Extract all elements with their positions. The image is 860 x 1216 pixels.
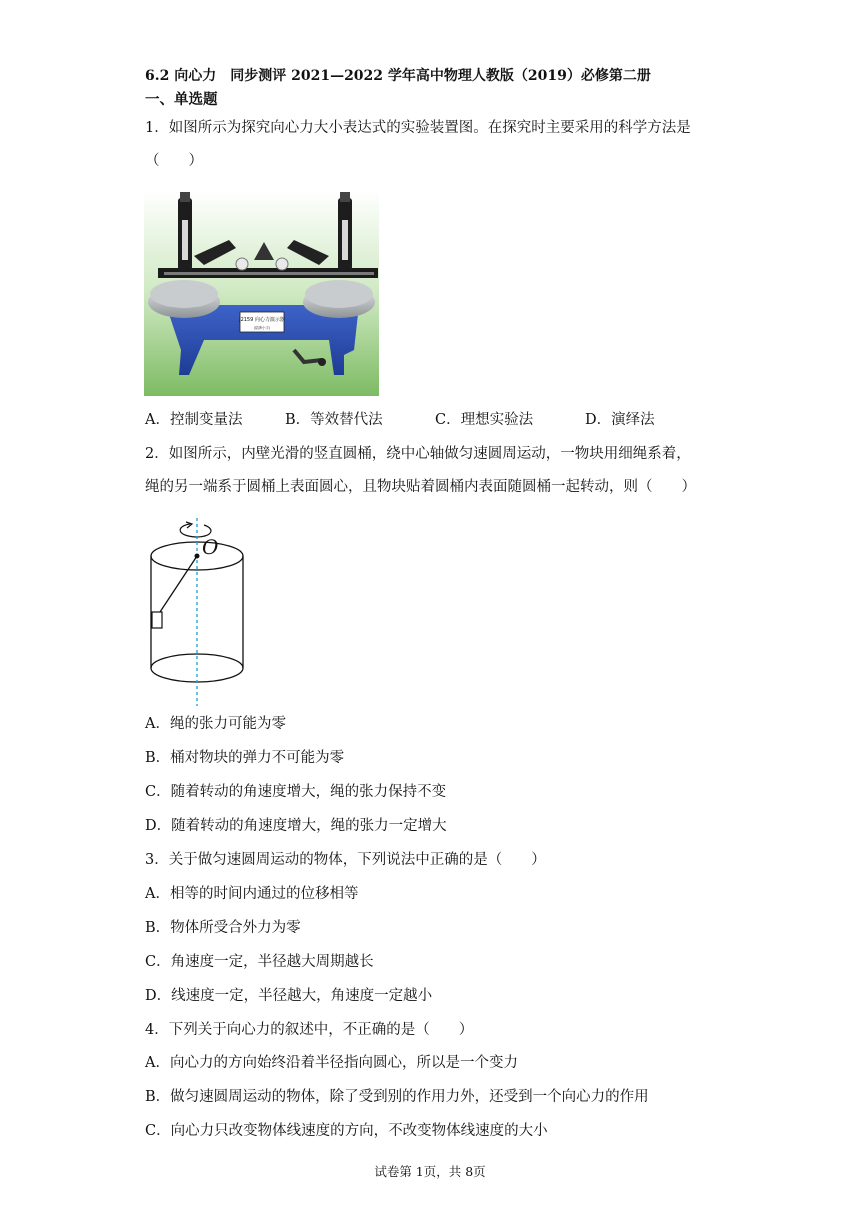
question-1-option-c: C．理想实验法	[435, 412, 534, 428]
question-3-option-a: A．相等的时间内通过的位移相等	[145, 886, 359, 902]
apparatus-label-text: J2159 向心力演示器	[239, 317, 285, 323]
question-4-option-b: B．做匀速圆周运动的物体，除了受到别的作用力外，还受到一个向心力的作用	[145, 1089, 649, 1105]
question-4-option-c: C．向心力只改变物体线速度的方向，不改变物体线速度的大小	[145, 1123, 548, 1139]
question-2-option-a: A．绳的张力可能为零	[145, 716, 286, 732]
question-1-option-b: B．等效替代法	[285, 412, 383, 428]
apparatus-label-subtext: (铭牌小字)	[253, 326, 271, 330]
question-4-stem: 4．下列关于向心力的叙述中，不正确的是（ ）	[145, 1022, 474, 1038]
pivot-label-o: O	[202, 535, 219, 559]
section-heading: 一、单选题	[145, 91, 218, 108]
question-2-option-b: B．桶对物块的弹力不可能为零	[145, 750, 345, 766]
question-1-option-a: A．控制变量法	[145, 412, 243, 428]
question-3-option-d: D．线速度一定，半径越大，角速度一定越小	[145, 988, 433, 1004]
question-1-stem-line2: （ ）	[145, 153, 203, 169]
question-3-option-c: C．角速度一定，半径越大周期越长	[145, 954, 374, 970]
question-1-option-d: D．演绎法	[585, 412, 655, 428]
question-3-stem: 3．关于做匀速圆周运动的物体，下列说法中正确的是（ ）	[145, 852, 546, 868]
document-title: 6.2 向心力 同步测评 2021—2022 学年高中物理人教版（2019）必修第二册	[145, 68, 651, 84]
question-1-options	[145, 410, 655, 430]
rotating-cylinder-diagram	[146, 516, 248, 706]
question-3-option-b: B．物体所受合外力为零	[145, 920, 301, 936]
question-2-option-d: D．随着转动的角速度增大，绳的张力一定增大	[145, 818, 447, 834]
question-2-stem-line2: 绳的另一端系于圆桶上表面圆心，且物块贴着圆桶内表面随圆桶一起转动，则（ ）	[145, 479, 696, 495]
question-4-option-a: A．向心力的方向始终沿着半径指向圆心，所以是一个变力	[145, 1055, 518, 1071]
centripetal-force-apparatus-photo	[144, 190, 379, 396]
question-2-option-c: C．随着转动的角速度增大，绳的张力保持不变	[145, 784, 447, 800]
page-footer: 试卷第 1页，共 8页	[374, 1164, 486, 1179]
question-2-stem-line1: 2．如图所示，内壁光滑的竖直圆桶，绕中心轴做匀速圆周运动，一物块用细绳系着，	[145, 446, 691, 462]
question-1-stem-line1: 1．如图所示为探究向心力大小表达式的实验装置图。在探究时主要采用的科学方法是	[145, 120, 691, 136]
